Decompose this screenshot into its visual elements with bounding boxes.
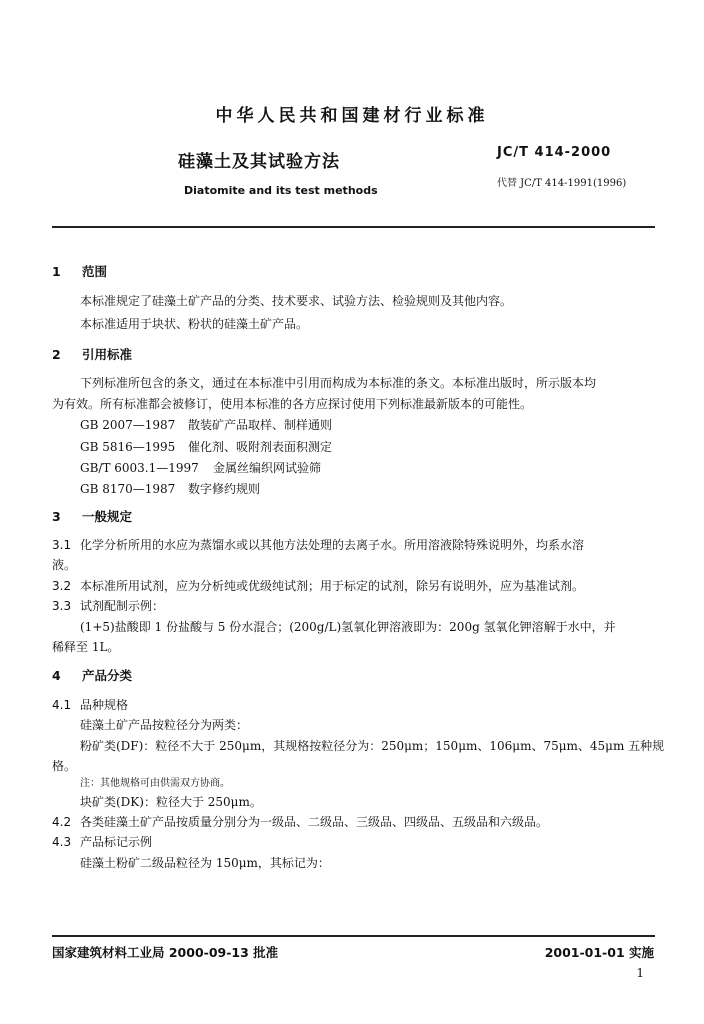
paragraph-line: 块矿类(DK)：粒径大于 250μm。 bbox=[80, 795, 262, 809]
document-title-en: Diatomite and its test methods bbox=[184, 184, 378, 197]
paragraph-line: 下列标准所包含的条文，通过在本标准中引用而构成为本标准的条文。本标准出版时，所示版本均 bbox=[80, 376, 597, 390]
footer-divider bbox=[52, 935, 655, 937]
page-number: 1 bbox=[636, 966, 644, 980]
section-2-heading bbox=[52, 345, 132, 363]
clause-text: 产品标记示例 bbox=[80, 835, 153, 849]
section-number: 1 bbox=[52, 264, 61, 279]
clause-number: 4.1 bbox=[52, 698, 72, 712]
clause-3-1 bbox=[52, 536, 584, 553]
clause-3-2 bbox=[52, 577, 584, 594]
paragraph: 本标准规定了硅藻土矿产品的分类、技术要求、试验方法、检验规则及其他内容。 bbox=[80, 294, 513, 308]
document-title-cn: 硅藻土及其试验方法 bbox=[178, 152, 340, 172]
clause-text: 试剂配制示例： bbox=[80, 599, 165, 613]
section-title: 产品分类 bbox=[82, 668, 133, 683]
clause-number: 3.2 bbox=[52, 579, 72, 593]
paragraph-line: (1+5)盐酸即 1 份盐酸与 5 份水混合；(200g/L)氢氧化钾溶液即为：200g 氢氧化钾溶解于水中，并 bbox=[80, 620, 616, 634]
clause-4-2 bbox=[52, 813, 548, 830]
reference-code: GB 2007—1987 bbox=[80, 418, 176, 432]
header-divider bbox=[52, 226, 655, 228]
paragraph-line: 格。 bbox=[52, 759, 77, 773]
section-title: 一般规定 bbox=[82, 509, 133, 524]
section-title: 引用标准 bbox=[82, 347, 133, 362]
paragraph-line: 粉矿类(DF)：粒径不大于 250μm，其规格按粒径分为：250μm；150μm、106μm、75μm、45μm 五种规 bbox=[80, 739, 665, 753]
clause-number: 4.3 bbox=[52, 835, 72, 849]
clause-text: 各类硅藻土矿产品按质量分别分为一级品、二级品、三级品、四级品、五级品和六级品。 bbox=[80, 815, 549, 829]
section-number: 2 bbox=[52, 347, 61, 362]
clause-number: 3.3 bbox=[52, 599, 72, 613]
section-number: 4 bbox=[52, 668, 61, 683]
section-4-heading bbox=[52, 666, 132, 684]
reference-title: 催化剂、吸附剂表面积测定 bbox=[188, 440, 333, 454]
reference-title: 散装矿产品取样、制样通则 bbox=[188, 418, 333, 432]
approval-date: 国家建筑材料工业局 2000-09-13 批准 bbox=[52, 945, 279, 960]
note: 注：其他规格可由供需双方协商。 bbox=[80, 778, 230, 789]
clause-3-3 bbox=[52, 597, 164, 614]
clause-4-3 bbox=[52, 833, 152, 850]
section-title: 范围 bbox=[82, 264, 108, 279]
section-3-heading bbox=[52, 507, 132, 525]
standard-code: JC/T 414-2000 bbox=[497, 145, 612, 160]
section-number: 3 bbox=[52, 509, 61, 524]
reference-title: 金属丝编织网试验筛 bbox=[213, 461, 322, 475]
reference-standard bbox=[80, 438, 332, 455]
reference-standard bbox=[80, 480, 260, 497]
section-1-heading bbox=[52, 262, 107, 280]
paragraph-line: 稀释至 1L。 bbox=[52, 640, 120, 654]
reference-code: GB/T 6003.1—1997 bbox=[80, 461, 199, 475]
reference-title: 数字修约规则 bbox=[188, 482, 261, 496]
clause-text: 化学分析所用的水应为蒸馏水或以其他方法处理的去离子水。所用溶液除特殊说明外，均系水溶 bbox=[80, 538, 585, 552]
clause-4-1 bbox=[52, 696, 128, 713]
reference-standard bbox=[80, 416, 332, 433]
clause-text: 品种规格 bbox=[80, 698, 129, 712]
paragraph-line: 硅藻土粉矿二级品粒径为 150μm，其标记为： bbox=[80, 856, 330, 870]
replaces-standard: 代替 JC/T 414-1991(1996) bbox=[497, 178, 627, 189]
reference-code: GB 8170—1987 bbox=[80, 482, 176, 496]
implementation-date: 2001-01-01 实施 bbox=[544, 945, 654, 960]
paragraph-line: 为有效。所有标准都会被修订，使用本标准的各方应探讨使用下列标准最新版本的可能性。 bbox=[52, 397, 533, 411]
paragraph: 本标准适用于块状、粉状的硅藻土矿产品。 bbox=[80, 317, 309, 331]
reference-code: GB 5816—1995 bbox=[80, 440, 176, 454]
paragraph-line: 硅藻土矿产品按粒径分为两类： bbox=[80, 718, 249, 732]
clause-number: 3.1 bbox=[52, 538, 72, 552]
clause-number: 4.2 bbox=[52, 815, 72, 829]
standard-category-header: 中华人民共和国建材行业标准 bbox=[215, 106, 489, 126]
reference-standard bbox=[80, 459, 321, 476]
clause-text: 本标准所用试剂，应为分析纯或优级纯试剂；用于标定的试剂，除另有说明外，应为基准试剂。 bbox=[80, 579, 585, 593]
paragraph-line: 液。 bbox=[52, 558, 77, 572]
